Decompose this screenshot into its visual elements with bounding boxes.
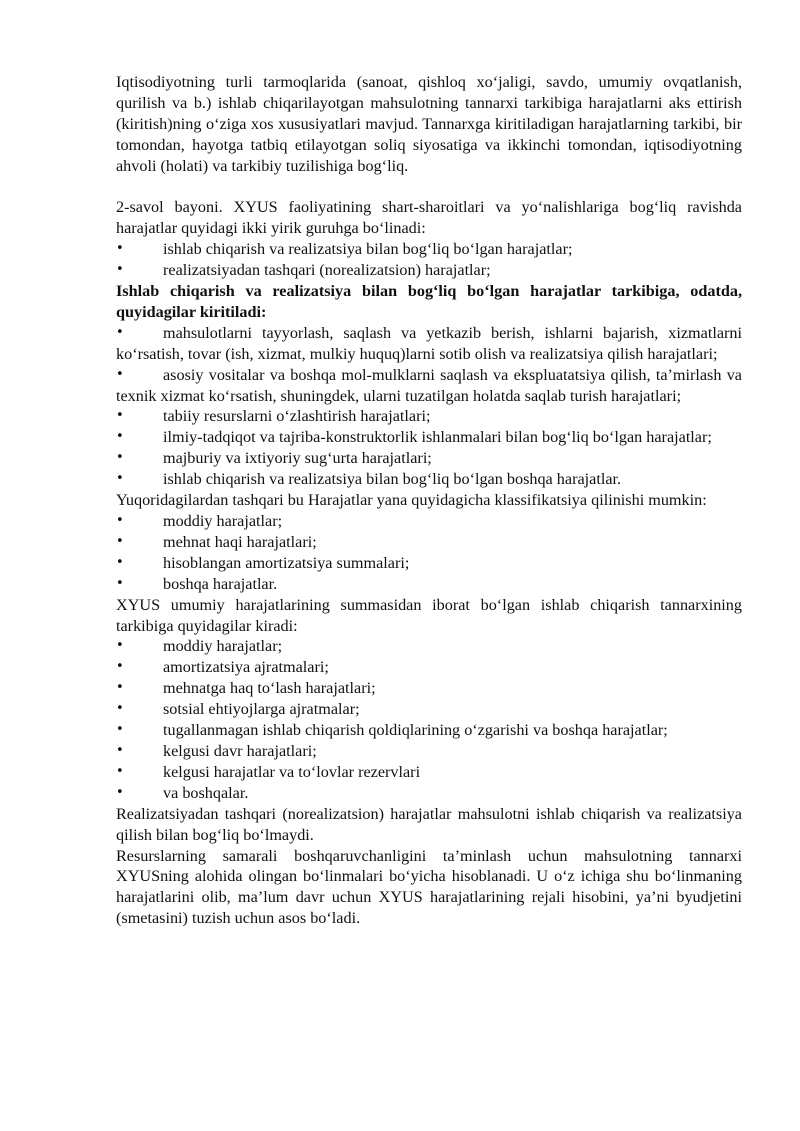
list-item: [116, 427, 742, 448]
list-item-text: amortizatsiya ajratmalari;: [163, 658, 329, 677]
bullet-icon: •: [116, 722, 124, 738]
list-item-text: realizatsiyadan tashqari (norealizatsion) harajatlar;: [163, 261, 491, 280]
bullet-icon: •: [116, 554, 124, 570]
bullet-icon: •: [116, 241, 124, 257]
list-item: [116, 323, 742, 365]
closing-paragraph: Resurslarning samarali boshqaruvchanligini ta’minlash uchun mahsulotning tannarxi XYUSning alohida olingan bo‘linmalari bo‘yicha hisoblanadi. U o‘z ichiga shu bo‘linmaning harajatlarini olib, ma’lum davr uchun XYUS harajatlarining rejali hisobini, ya’ni byudjetini (smetasini) tuzish uchun asos bo‘ladi.: [116, 846, 742, 928]
bullet-icon: •: [116, 429, 124, 445]
list-item-text: mehnatga haq to‘lash harajatlari;: [163, 679, 376, 698]
bullet-icon: •: [116, 638, 124, 654]
bullet-icon: •: [116, 513, 124, 529]
list-item: [116, 741, 742, 762]
list-item: [116, 553, 742, 574]
list-item: [116, 574, 742, 595]
bullet-icon: •: [116, 366, 124, 382]
bullet-icon: •: [116, 659, 124, 675]
bullet-icon: •: [116, 471, 124, 487]
classification-list: [116, 511, 742, 595]
list-item-text: kelgusi harajatlar va to‘lovlar rezervlari: [163, 762, 421, 781]
classification-intro: Yuqoridagilardan tashqari bu Harajatlar yana quyidagicha klassifikatsiya qilinishi mumkin:: [116, 491, 707, 510]
list-item-text: va boshqalar.: [163, 783, 249, 802]
list-item-text: mehnat haqi harajatlari;: [163, 532, 317, 551]
question-2-intro: 2-savol bayoni. XYUS faoliyatining shart-sharoitlari va yo‘nalishlariga bog‘liq ravishda harajatlar quyidagi ikki yirik guruhga bo‘linadi:: [116, 198, 742, 238]
list-item: [116, 365, 742, 407]
list-item: [116, 448, 742, 469]
groups-list: [116, 239, 742, 281]
list-item-text: tabiiy resurslarni o‘zlashtirish harajatlari;: [163, 407, 431, 426]
list-item-text: majburiy va ixtiyoriy sug‘urta harajatlari;: [163, 449, 432, 468]
bullet-icon: •: [116, 408, 124, 424]
bullet-icon: •: [116, 575, 124, 591]
list-item: [116, 406, 742, 427]
list-item-text: moddiy harajatlar;: [163, 637, 283, 656]
list-item-text: ishlab chiqarish va realizatsiya bilan bog‘liq bo‘lgan boshqa harajatlar.: [163, 470, 622, 489]
bold-heading: Ishlab chiqarish va realizatsiya bilan bog‘liq bo‘lgan harajatlar tarkibiga, odatda, quyidagilar kiritiladi:: [116, 282, 742, 321]
list-item-text: tugallanmagan ishlab chiqarish qoldiqlarining o‘zgarishi va boshqa harajatlar;: [163, 721, 668, 740]
list-item-text: hisoblangan amortizatsiya summalari;: [163, 553, 410, 572]
non-realization-paragraph: Realizatsiyadan tashqari (norealizatsion) harajatlar mahsulotni ishlab chiqarish va realizatsiya qilish bilan bog‘liq bo‘lmaydi.: [116, 804, 742, 844]
list-item: [116, 762, 742, 783]
list-item: [116, 511, 742, 532]
bullet-icon: •: [116, 742, 124, 758]
cost-composition-intro: XYUS umumiy harajatlarining summasidan iborat bo‘lgan ishlab chiqarish tannarxining tarkibiga quyidagilar kiradi:: [116, 595, 742, 635]
list-item: [116, 239, 742, 260]
list-item: [116, 678, 742, 699]
bullet-icon: •: [116, 324, 124, 340]
list-item-text: ishlab chiqarish va realizatsiya bilan bog‘liq bo‘lgan harajatlar;: [163, 240, 573, 259]
bullet-icon: •: [116, 262, 124, 278]
list-item: [116, 657, 742, 678]
bullet-icon: •: [116, 763, 124, 779]
bullet-icon: •: [116, 450, 124, 466]
list-item: [116, 699, 742, 720]
list-item: [116, 260, 742, 281]
paragraph-gap: [116, 177, 742, 198]
document-page: [116, 72, 742, 929]
intro-paragraph: Iqtisodiyotning turli tarmoqlarida (sanoat, qishloq xo‘jaligi, savdo, umumiy ovqatlanish, qurilish va b.) ishlab chiqarilayotgan mahsulotning tannarxi tarkibiga harajatlarni aks ettirish (kiritish)ning o‘ziga xos xususiyatlari mavjud. Tannarxga kiritiladigan harajatlarning tarkibi, bir tomondan, hayotga tatbiq etilayotgan soliq siyosatiga va ikkinchi tomondan, iqtisodiyotning ahvoli (holati) va tarkibiy tuzilishiga bog‘liq.: [116, 73, 742, 175]
list-item: [116, 720, 742, 741]
bullet-icon: •: [116, 701, 124, 717]
list-item-text: kelgusi davr harajatlari;: [163, 741, 317, 760]
bullet-icon: •: [116, 680, 124, 696]
list-item-text: moddiy harajatlar;: [163, 512, 283, 531]
included-costs-list: [116, 323, 742, 490]
list-item: [116, 636, 742, 657]
list-item: [116, 783, 742, 804]
list-item: [116, 532, 742, 553]
bullet-icon: •: [116, 533, 124, 549]
list-item-text: asosiy vositalar va boshqa mol-mulklarni saqlash va ekspluatatsiya qilish, ta’mirlash va texnik xizmat ko‘rsatish, shuningdek, ularni tuzatilgan holatda saqlab turish harajatlari;: [116, 365, 742, 405]
list-item-text: sotsial ehtiyojlarga ajratmalar;: [163, 700, 360, 719]
list-item: [116, 469, 742, 490]
list-item-text: boshqa harajatlar.: [163, 574, 278, 593]
cost-items-list: [116, 636, 742, 803]
list-item-text: mahsulotlarni tayyorlash, saqlash va yetkazib berish, ishlarni bajarish, xizmatlarni ko‘rsatish, tovar (ish, xizmat, mulkiy huquq)larni sotib olish va realizatsiya qilish harajatlari;: [116, 323, 742, 363]
bullet-icon: •: [116, 784, 124, 800]
list-item-text: ilmiy-tadqiqot va tajriba-konstruktorlik ishlanmalari bilan bog‘liq bo‘lgan harajatlar;: [163, 428, 712, 447]
